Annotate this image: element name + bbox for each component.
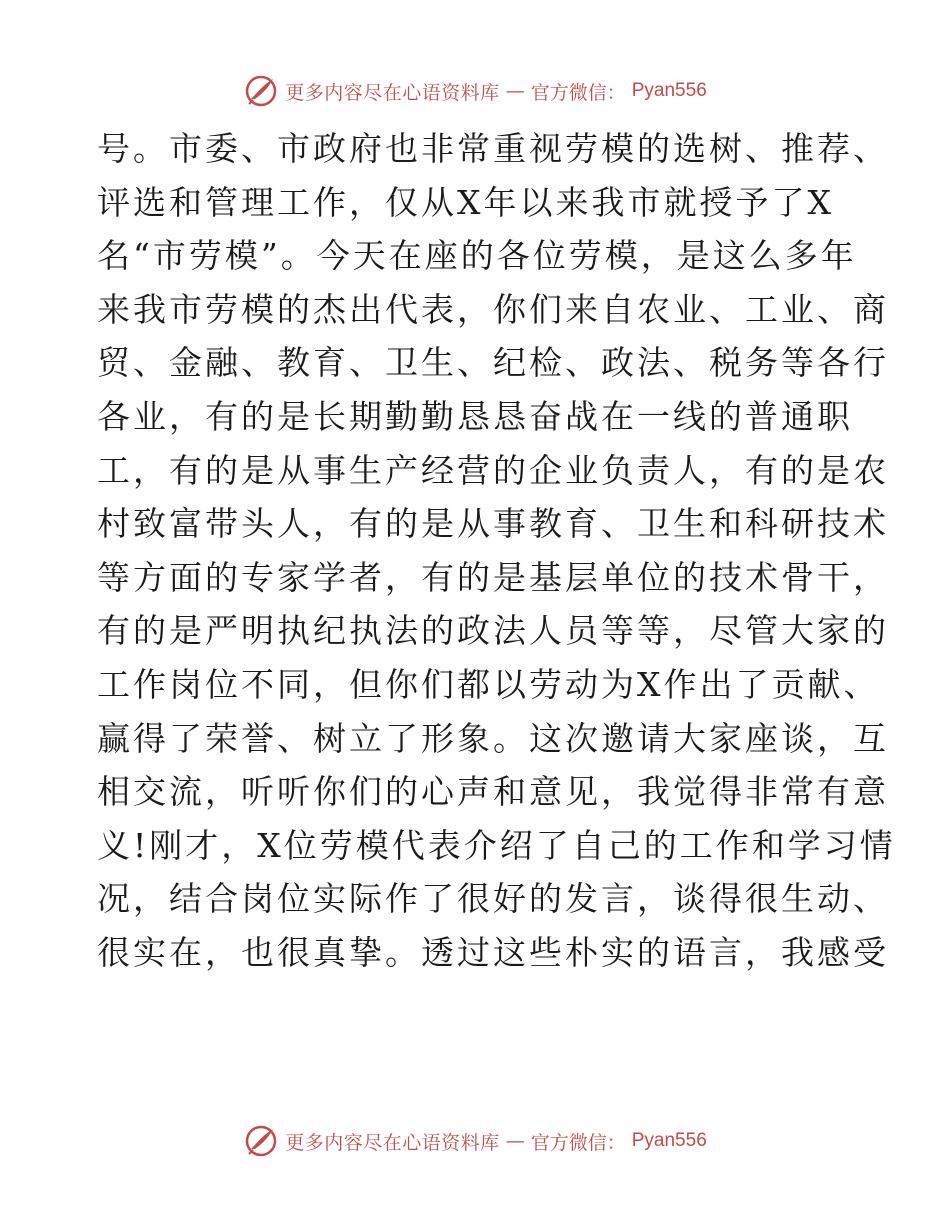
text-line: 各业，有的是长期勤勤恳恳奋战在一线的普通职 — [97, 396, 853, 436]
footer-wechat-id: Pyan556 — [631, 1130, 707, 1151]
footer-banner — [0, 1121, 950, 1161]
text-line: 村致富带头人，有的是从事教育、卫生和科研技术 — [97, 504, 889, 544]
text-line: 来我市劳模的杰出代表，你们来自农业、工业、商 — [97, 289, 889, 329]
quill-logo-icon — [243, 1123, 279, 1159]
quill-logo-icon — [243, 73, 279, 109]
text-line: 评选和管理工作，仅从X年以来我市就授予了X — [97, 182, 834, 222]
header-banner-separator: — — [505, 80, 525, 102]
text-line: 赢得了荣誉、树立了形象。这次邀请大家座谈，互 — [97, 718, 889, 758]
footer-wechat-label: 官方微信： — [530, 1131, 626, 1154]
text-line: 有的是严明执纪执法的政法人员等等，尽管大家的 — [97, 611, 889, 651]
footer-banner-text: 更多内容尽在心语资料库 — [285, 1131, 500, 1154]
document-body — [97, 122, 896, 980]
text-line: 工作岗位不同，但你们都以劳动为X作出了贡献、 — [97, 664, 880, 704]
header-wechat-id: Pyan556 — [631, 80, 707, 101]
text-line: 号。市委、市政府也非常重视劳模的选树、推荐、 — [97, 129, 889, 168]
text-line: 名“市劳模”。今天在座的各位劳模，是这么多年 — [97, 236, 857, 276]
header-wechat-label: 官方微信： — [530, 81, 626, 104]
header-banner — [0, 71, 950, 111]
text-line: 很实在，也很真挚。透过这些朴实的语言，我感受 — [97, 932, 889, 972]
text-line: 等方面的专家学者，有的是基层单位的技术骨干， — [97, 557, 889, 597]
text-line: 贸、金融、教育、卫生、纪检、政法、税务等各行 — [97, 343, 889, 383]
text-line: 义!刚才，X位劳模代表介绍了自己的工作和学习情 — [97, 825, 896, 865]
text-line: 相交流，听听你们的心声和意见，我觉得非常有意 — [97, 772, 889, 812]
footer-banner-separator: — — [505, 1130, 525, 1152]
header-banner-text: 更多内容尽在心语资料库 — [285, 81, 500, 104]
text-line: 况，结合岗位实际作了很好的发言，谈得很生动、 — [97, 879, 889, 919]
text-line: 工，有的是从事生产经营的企业负责人，有的是农 — [97, 450, 889, 490]
